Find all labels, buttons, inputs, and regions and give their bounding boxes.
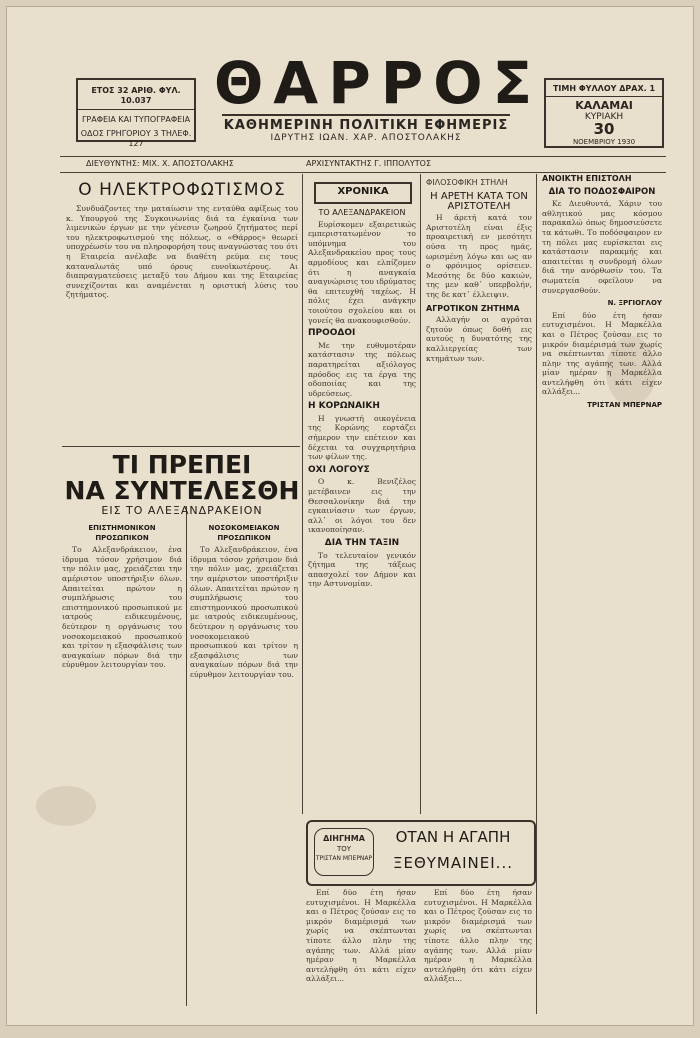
chronika-column [308,204,416,814]
football-text: Κε Διευθυντά, Χάριν του αθλητικού μας κόσμου παρακαλώ όπως δημοσιεύσετε τα κάτωθι. Το ποδόσφαιρον εν τη πόλει μας ευρίσκεται εις κατάστασιν παρακμής και απαιτείται η συνδρομή όλων διά την ανόρθωσίν του. Τα σωματεία οφείλουν να συνεργασθούν. [542,199,662,295]
office-address: ΟΔΟΣ ΓΡΗΓΟΡΙΟΥ 3 ΤΗΛΕΦ. 127 [80,129,192,148]
section-rule [62,446,300,447]
office-label: ΓΡΑΦΕΙΑ ΚΑΙ ΤΥΠΟΓΡΑΦΕΙΑ [81,115,191,124]
philosophy-headline: Η ΑΡΕΤΗ ΚΑΤΑ ΤΟΝ ΑΡΙΣΤΟΤΕΛΗ [430,191,528,212]
date-box [544,78,664,148]
philosophy-section: ΦΙΛΟΣΟΦΙΚΗ ΣΤΗΛΗ [426,178,508,187]
story-text-1: Επί δύο έτη ήσαν ευτυχισμένοι. Η Μαρκέλλα και ο Πέτρος ζούσαν εις το μικρόν διαμέρισμά των χωρίς να σκέπτωνται τίποτε άλλο πλην της αγάπης των. Αλλά μίαν ημέραν η Μαρκέλλα αντελήφθη ότι κάτι είχεν αλλάξει... [306,888,416,984]
newspaper-title: ΘΑΡΡΟΣ [214,49,543,117]
story-author: ΤΡΙΣΤΑΝ ΜΠΕΡΝΑΡ [315,855,373,862]
oxi-headline: ΟΧΙ ΛΟΓΟΥΣ [308,464,370,475]
story-headline-2: ΞΕΘΥΜΑΙΝΕΙ... [393,854,513,872]
top-rule [60,156,666,157]
story-col-1 [306,888,416,1014]
main-article-text-2: Το Αλεξανδράκειον, ένα ίδρυμα τόσον χρήσιμον διά την πόλιν μας, χρειάζεται την αμέριστον υποστήριξιν όλων. Απαιτείται πρώτον η συμπλήρωσις του επιστημονικού προσωπικού με ιατρούς ειδικευμένους, δεύτερον η οργάνωσις του νοσοκομειακού προσωπικού και τρίτον η εξασφάλισις των αναγκαίων πόρων διά την εύρυθμον λειτουργίαν του. [190,545,298,679]
chronika-text: Ευρίσκομεν εξαιρετικώς εμπεριστατωμένον το υπόμνημα του Αλεξανδρακείου προς τους αρμοδίους και ελπίζομεν ότι η αναγκαία αναγνώρισις του ιδρύματος θα επιτευχθή ταχέως. Η πόλις έχει ανάγκην τοιούτου σχολείου και οι γονείς θα ανακουφισθούν. [308,219,416,325]
article-electric-headline: Ο ΗΛΕΚΤΡΟΦΩΤΙΣΜΟΣ [78,180,286,200]
chronika-section: ΧΡΟΝΙΚΑ [337,186,389,197]
story-col-2 [424,888,532,1014]
newspaper-subtitle: ΚΑΘΗΜΕΡΙΝΗ ΠΟΛΙΤΙΚΗ ΕΦΗΜΕΡΙΣ [223,118,509,133]
main-article-col-1 [62,520,182,1010]
philosophy-column [426,178,532,814]
director-line: ΔΙΕΥΘΥΝΤΗΣ: ΜΙΧ. Χ. ΑΠΟΣΤΟΛΑΚΗΣ [86,159,234,168]
newspaper-page [6,6,694,1026]
story-header-box [306,820,536,886]
main-article-text-1: Το Αλεξανδράκειον, ένα ίδρυμα τόσον χρήσιμον διά την πόλιν μας, χρειάζεται την αμέριστον υποστήριξιν όλων. Απαιτείται πρώτον η συμπλήρωσις του επιστημονικού προσωπικού με ιατρούς ειδικευμένους, δεύτερον η οργάνωσις του νοσοκομειακού προσωπικού και τρίτον η εξασφάλισις των αναγκαίων πόρων διά την εύρυθμον λειτουργίαν του. [62,545,182,670]
weekday: ΚΥΡΙΑΚΗ [584,112,624,122]
football-column [542,174,662,1020]
koroni-text: Η γνωστή οικογένεια της Κορώνης εορτάζει σήμερον την επέτειον και δέχεται τα συγχαρητήρια των φίλων της. [308,413,416,462]
price-label: ΤΙΜΗ ΦΥΛΛΟΥ ΔΡΑΧ. 1 [546,84,662,97]
founder-line: ΙΔΡΥΤΗΣ ΙΩΑΝ. ΧΑΡ. ΑΠΟΣΤΟΛΑΚΗΣ [270,133,462,143]
taxi-headline: ΔΙΑ ΤΗΝ ΤΑΞΙΝ [324,538,400,548]
story-label-box [314,828,374,876]
main-headline-3: ΕΙΣ ΤΟ ΑΛΕΞΑΝΔΡΑΚΕΙΟΝ [101,504,263,517]
main-headline-1: ΤΙ ΠΡΕΠΕΙ [112,450,252,479]
main-subheading-1: ΕΠΙΣΤΗΜΟΝΙΚΟΝ ΠΡΟΣΩΠΙΚΟΝ [88,524,156,542]
taxi-text: Το τελευταίον γενικόν ζήτημα της τάξεως απασχολεί τον Δήμον και την Αστυνομίαν. [308,550,416,589]
main-headline-2: ΝΑ ΣΥΝΤΕΛΕΣΘΗ [64,476,300,505]
article-electric-body [66,204,298,442]
story-label: ΔΙΗΓΗΜΑ [323,834,365,843]
philosophy-text: Η άρετή κατά τον Αριστοτέλη είναι έξις προαιρετική εν μεσότητι ούσα τη προς ημάς, ωρισμένη λόγω και ως αν ο φρόνιμος ορίσειεν. Μεσότης δε δύο κακιών, της μεν καθ᾽ υπερβολήν, της δε κατ᾽ έλλειψιν. [426,213,532,299]
main-subheading-2: ΝΟΣΟΚΟΜΕΙΑΚΟΝ ΠΡΟΣΩΠΙΚΟΝ [208,524,280,542]
chronika-headline: ΤΟ ΑΛΕΞΑΝΔΡΑΚΕΙΟΝ [318,208,406,217]
date-month-year: ΝΟΕΜΒΡΙΟΥ 1930 [572,138,636,146]
issue-year: ΕΤΟΣ 32 ΑΡΙΘ. ΦΥΛ. 10.037 [78,86,194,110]
oxi-text: Ο κ. Βενιζέλος μετέβαινεν εις την Θεσσαλονίκην διά την εγκαινίασιν των έργων, αλλ᾽ οι λόγοι του δεν ικανοποίησαν. [308,477,416,535]
koroni-headline: Η ΚΟΡΩΝΑΙΚΗ [308,401,380,412]
football-section: ΑΝΟΙΚΤΗ ΕΠΙΣΤΟΛΗ [542,174,632,183]
column-divider [186,506,187,1006]
issue-info-box [76,78,196,148]
prodos-headline: ΠΡΟΟΔΟΙ [308,328,356,339]
story-continuation-text: Επί δύο έτη ήσαν ευτυχισμένοι. Η Μαρκέλλα και ο Πέτρος ζούσαν εις το μικρόν διαμέρισμά των χωρίς να σκέπτωνται τίποτε άλλο πλην της αγάπης των. Αλλά μίαν ημέραν η Μαρκέλλα αντελήφθη ότι κάτι είχεν αλλάξει... [542,310,662,397]
story-text-2: Επί δύο έτη ήσαν ευτυχισμένοι. Η Μαρκέλλα και ο Πέτρος ζούσαν εις το μικρόν διαμέρισμά των χωρίς να σκέπτωνται τίποτε άλλο πλην της αγάπης των. Αλλά μίαν ημέραν η Μαρκέλλα αντελήφθη ότι κάτι είχεν αλλάξει... [424,888,532,984]
city-name: ΚΑΛΑΜΑΙ [575,99,633,112]
football-signature: Ν. ΞΡΓΙΟΓΛΟΥ [607,299,662,308]
chronika-box [314,182,412,204]
agrot-headline: ΑΓΡΟΤΙΚΟΝ ΖΗΤΗΜΑ [426,303,520,313]
article-electric-text: Συνδυάζοντες την ματαίωσιν της ενταύθα αφίξεως του κ. Υπουργού της Συγκοινωνίας διά τα έγκαίνια των λιμενικών έργων με την γένεσιν ζωηρού ζητήματος περί του ηλεκτροφωτισμού της πόλεως, ο «Θάρρος» θεωρεί υποχρέωσίν του να πληροφορήση τους αναγνώστας του ότι η Εταιρεία ανέλαβε να διαθέτη ρεύμα εις τους καταναλωτάς υπό όρους ευνοϊκωτέρους. Αι διαπραγματεύσεις μεταξύ του Δήμου και της Εταιρείας συνεχίζονται και αναμένεται η οριστική λύσις του ζητήματος. [66,204,298,300]
story-signature: ΤΡΙΣΤΑΝ ΜΠΕΡΝΑΡ [587,401,662,410]
agrot-text: Αλλαγήν οι αγρόται ζητούν όπως δοθή εις αυτούς η δυνατότης της καλλιεργείας των κτημάτων των. [426,315,532,363]
column-divider [420,174,421,814]
date-number: 30 [593,120,615,138]
column-divider [302,174,303,814]
column-divider [536,174,537,1014]
prodos-text: Με την ευθυμοτέραν κατάστασιν της πόλεως παρατηρείται αξιόλογος πρόοδος εις τα έργα της οδοποιίας και της υδρεύσεως. [308,340,416,398]
story-headline-1: ΟΤΑΝ Η ΑΓΑΠΗ [395,828,511,846]
story-label-of: ΤΟΥ [336,845,352,853]
masthead [214,49,543,143]
editor-line: ΑΡΧΙΣΥΝΤΑΚΤΗΣ Γ. ΙΠΠΟΛΥΤΟΣ [306,159,431,168]
top-rule-2 [60,172,666,173]
football-headline: ΔΙΑ ΤΟ ΠΟΔΟΣΦΑΙΡΟΝ [548,186,656,197]
main-article-col-2 [190,520,298,1010]
